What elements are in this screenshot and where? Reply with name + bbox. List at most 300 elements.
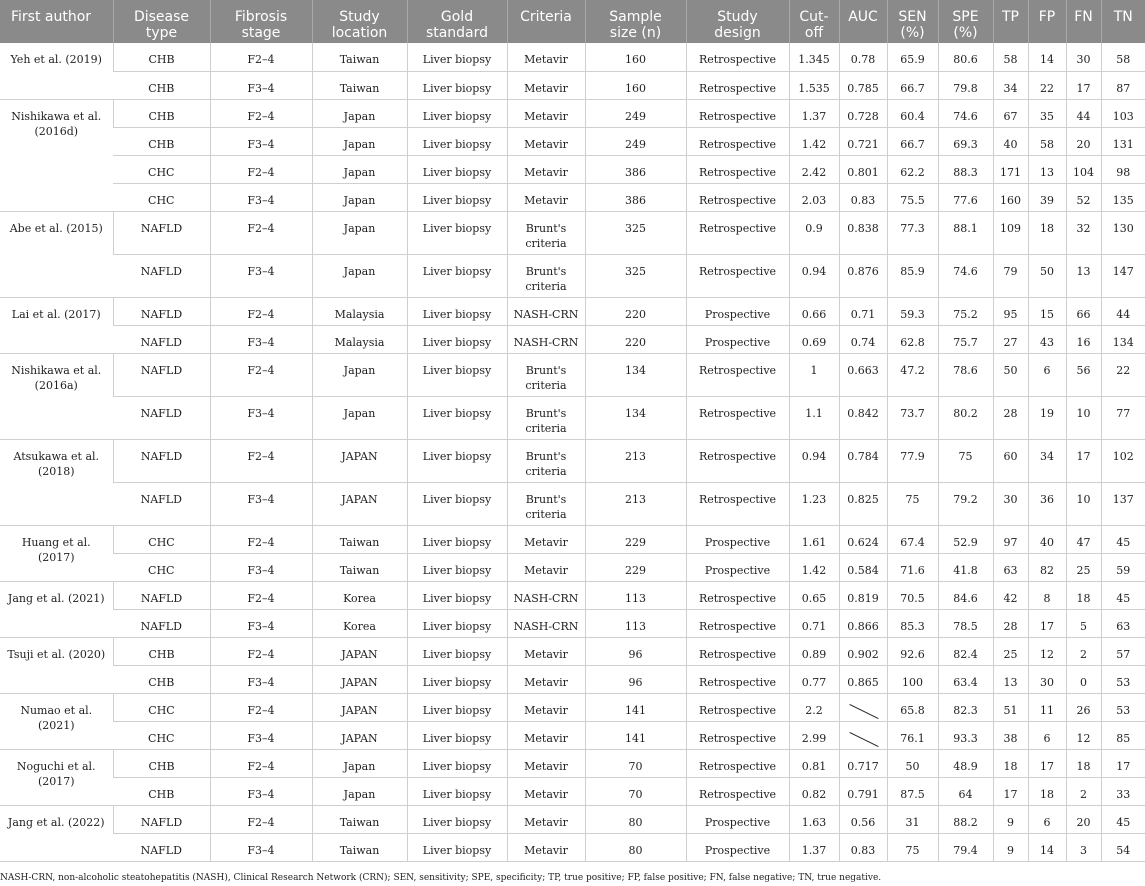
cell-auc: 0.663 xyxy=(839,353,887,396)
table-row xyxy=(0,439,1145,482)
not-available-slash xyxy=(848,732,878,746)
cell-tp: 95 xyxy=(993,297,1028,325)
cell-disease: NAFLD xyxy=(113,482,210,525)
cell-spe: 41.8 xyxy=(938,553,993,581)
column-header-text: Sample xyxy=(609,9,662,25)
cell-gold: Liver biopsy xyxy=(407,525,507,553)
cell-gold: Liver biopsy xyxy=(407,439,507,482)
cell-sen: 65.9 xyxy=(887,43,938,71)
table-row xyxy=(0,637,1145,665)
cell-cutoff: 0.94 xyxy=(789,439,839,482)
cell-tn: 134 xyxy=(1101,325,1145,353)
column-header-text: Study xyxy=(339,9,380,25)
cell-criteria: Metavir xyxy=(507,127,585,155)
cell-tp: 28 xyxy=(993,609,1028,637)
cell-cutoff: 1.42 xyxy=(789,553,839,581)
cell-criteria: Brunt's criteria xyxy=(507,396,585,439)
cell-auc: 0.584 xyxy=(839,553,887,581)
cell-sen: 31 xyxy=(887,805,938,833)
table-row xyxy=(0,353,1145,396)
cell-tp: 42 xyxy=(993,581,1028,609)
cell-criteria: Brunt's criteria xyxy=(507,211,585,254)
cell-gold: Liver biopsy xyxy=(407,609,507,637)
cell-disease: NAFLD xyxy=(113,254,210,297)
cell-fn: 20 xyxy=(1066,127,1101,155)
cell-fn: 17 xyxy=(1066,71,1101,99)
cell-disease: NAFLD xyxy=(113,211,210,254)
column-header-text: AUC xyxy=(848,9,878,25)
cell-stage: F2–4 xyxy=(210,805,312,833)
cell-fp: 82 xyxy=(1028,553,1066,581)
cell-location: JAPAN xyxy=(312,665,407,693)
cell-auc: 0.728 xyxy=(839,99,887,127)
cell-n: 96 xyxy=(585,665,686,693)
cell-stage: F3–4 xyxy=(210,609,312,637)
table-row xyxy=(0,581,1145,609)
cell-sen: 87.5 xyxy=(887,777,938,805)
cell-cutoff: 2.2 xyxy=(789,693,839,721)
cell-location: JAPAN xyxy=(312,482,407,525)
cell-criteria: Metavir xyxy=(507,71,585,99)
header-row xyxy=(0,0,1145,43)
cell-sen: 100 xyxy=(887,665,938,693)
cell-tp: 9 xyxy=(993,833,1028,861)
cell-spe: 75.2 xyxy=(938,297,993,325)
cell-auc xyxy=(839,721,887,749)
cell-cutoff: 0.71 xyxy=(789,609,839,637)
cell-design: Retrospective xyxy=(686,254,789,297)
column-header-text: (%) xyxy=(900,25,925,41)
cell-design: Retrospective xyxy=(686,183,789,211)
column-header xyxy=(993,0,1028,43)
cell-stage: F3–4 xyxy=(210,71,312,99)
cell-gold: Liver biopsy xyxy=(407,43,507,71)
cell-stage: F2–4 xyxy=(210,353,312,396)
cell-fp: 35 xyxy=(1028,99,1066,127)
cell-gold: Liver biopsy xyxy=(407,482,507,525)
cell-sen: 66.7 xyxy=(887,71,938,99)
cell-tp: 79 xyxy=(993,254,1028,297)
table-row xyxy=(0,833,1145,861)
column-header xyxy=(585,0,686,43)
cell-criteria: Metavir xyxy=(507,637,585,665)
cell-criteria: Brunt's criteria xyxy=(507,353,585,396)
cell-cutoff: 1.42 xyxy=(789,127,839,155)
author-cell: Yeh et al. (2019) xyxy=(0,43,113,99)
table-row xyxy=(0,665,1145,693)
cell-fn: 66 xyxy=(1066,297,1101,325)
cell-location: Taiwan xyxy=(312,833,407,861)
cell-cutoff: 2.42 xyxy=(789,155,839,183)
cell-n: 80 xyxy=(585,805,686,833)
cell-stage: F2–4 xyxy=(210,525,312,553)
cell-fp: 18 xyxy=(1028,777,1066,805)
cell-fp: 12 xyxy=(1028,637,1066,665)
cell-disease: NAFLD xyxy=(113,609,210,637)
cell-design: Retrospective xyxy=(686,693,789,721)
cell-n: 249 xyxy=(585,99,686,127)
table-row xyxy=(0,777,1145,805)
cell-design: Retrospective xyxy=(686,155,789,183)
cell-gold: Liver biopsy xyxy=(407,155,507,183)
cell-fp: 34 xyxy=(1028,439,1066,482)
cell-spe: 80.6 xyxy=(938,43,993,71)
column-header xyxy=(113,0,210,43)
cell-design: Prospective xyxy=(686,833,789,861)
cell-fp: 13 xyxy=(1028,155,1066,183)
cell-tn: 17 xyxy=(1101,749,1145,777)
cell-spe: 79.4 xyxy=(938,833,993,861)
cell-spe: 74.6 xyxy=(938,99,993,127)
cell-stage: F2–4 xyxy=(210,637,312,665)
cell-n: 325 xyxy=(585,254,686,297)
cell-criteria: Metavir xyxy=(507,43,585,71)
table-row xyxy=(0,43,1145,71)
cell-auc: 0.74 xyxy=(839,325,887,353)
cell-tp: 67 xyxy=(993,99,1028,127)
cell-fn: 47 xyxy=(1066,525,1101,553)
cell-tp: 34 xyxy=(993,71,1028,99)
cell-spe: 79.2 xyxy=(938,482,993,525)
cell-design: Retrospective xyxy=(686,581,789,609)
cell-location: Taiwan xyxy=(312,805,407,833)
cell-fn: 17 xyxy=(1066,439,1101,482)
cell-tn: 58 xyxy=(1101,43,1145,71)
column-header xyxy=(1066,0,1101,43)
cell-stage: F3–4 xyxy=(210,665,312,693)
cell-location: Japan xyxy=(312,353,407,396)
cell-tp: 28 xyxy=(993,396,1028,439)
cell-design: Prospective xyxy=(686,297,789,325)
cell-criteria: Metavir xyxy=(507,553,585,581)
cell-location: Japan xyxy=(312,211,407,254)
cell-n: 213 xyxy=(585,439,686,482)
cell-disease: NAFLD xyxy=(113,833,210,861)
cell-n: 249 xyxy=(585,127,686,155)
column-header-text: design xyxy=(714,25,761,41)
cell-stage: F2–4 xyxy=(210,581,312,609)
cell-criteria: Metavir xyxy=(507,665,585,693)
cell-fp: 43 xyxy=(1028,325,1066,353)
cell-location: Taiwan xyxy=(312,43,407,71)
cell-sen: 76.1 xyxy=(887,721,938,749)
cell-location: Japan xyxy=(312,777,407,805)
cell-cutoff: 1.37 xyxy=(789,99,839,127)
cell-sen: 75.5 xyxy=(887,183,938,211)
cell-stage: F2–4 xyxy=(210,749,312,777)
cell-criteria: Brunt's criteria xyxy=(507,482,585,525)
cell-cutoff: 1.345 xyxy=(789,43,839,71)
cell-auc xyxy=(839,693,887,721)
cell-cutoff: 0.89 xyxy=(789,637,839,665)
cell-fp: 8 xyxy=(1028,581,1066,609)
cell-cutoff: 0.65 xyxy=(789,581,839,609)
cell-auc: 0.71 xyxy=(839,297,887,325)
cell-auc: 0.83 xyxy=(839,833,887,861)
cell-gold: Liver biopsy xyxy=(407,353,507,396)
cell-sen: 75 xyxy=(887,482,938,525)
cell-n: 220 xyxy=(585,325,686,353)
cell-disease: CHB xyxy=(113,777,210,805)
column-header-text: stage xyxy=(241,25,281,41)
cell-location: JAPAN xyxy=(312,637,407,665)
cell-tp: 18 xyxy=(993,749,1028,777)
cell-design: Retrospective xyxy=(686,721,789,749)
cell-tn: 63 xyxy=(1101,609,1145,637)
cell-fp: 39 xyxy=(1028,183,1066,211)
cell-location: Japan xyxy=(312,155,407,183)
cell-cutoff: 1.535 xyxy=(789,71,839,99)
cell-tn: 87 xyxy=(1101,71,1145,99)
cell-gold: Liver biopsy xyxy=(407,637,507,665)
cell-location: Japan xyxy=(312,99,407,127)
cell-auc: 0.56 xyxy=(839,805,887,833)
cell-disease: CHC xyxy=(113,525,210,553)
cell-tn: 57 xyxy=(1101,637,1145,665)
cell-design: Retrospective xyxy=(686,396,789,439)
cell-cutoff: 0.81 xyxy=(789,749,839,777)
author-cell: Lai et al. (2017) xyxy=(0,297,113,353)
cell-disease: CHC xyxy=(113,721,210,749)
table-footnote: NASH-CRN, non-alcoholic steatohepatitis (NASH), Clinical Research Network (CRN); SEN, sensitivity; SPE, specificity; TP, true positive; FP, false positive; FN, false negative; TN, true negative. xyxy=(0,873,882,883)
cell-criteria: Metavir xyxy=(507,155,585,183)
cell-tn: 45 xyxy=(1101,525,1145,553)
cell-fp: 15 xyxy=(1028,297,1066,325)
cell-tn: 53 xyxy=(1101,693,1145,721)
column-header-text: SPE xyxy=(952,9,979,25)
cell-criteria: Metavir xyxy=(507,833,585,861)
cell-cutoff: 2.03 xyxy=(789,183,839,211)
cell-stage: F3–4 xyxy=(210,721,312,749)
cell-cutoff: 1.23 xyxy=(789,482,839,525)
column-header-text: type xyxy=(145,25,178,41)
cell-fn: 52 xyxy=(1066,183,1101,211)
cell-auc: 0.785 xyxy=(839,71,887,99)
cell-spe: 77.6 xyxy=(938,183,993,211)
cell-auc: 0.876 xyxy=(839,254,887,297)
cell-fn: 20 xyxy=(1066,805,1101,833)
cell-fp: 58 xyxy=(1028,127,1066,155)
cell-location: Korea xyxy=(312,581,407,609)
table-row xyxy=(0,71,1145,99)
column-header xyxy=(407,0,507,43)
cell-auc: 0.83 xyxy=(839,183,887,211)
cell-fp: 14 xyxy=(1028,833,1066,861)
cell-n: 213 xyxy=(585,482,686,525)
cell-criteria: Metavir xyxy=(507,777,585,805)
cell-cutoff: 2.99 xyxy=(789,721,839,749)
cell-stage: F3–4 xyxy=(210,127,312,155)
column-header-text: location xyxy=(331,25,388,41)
cell-tn: 33 xyxy=(1101,777,1145,805)
cell-sen: 73.7 xyxy=(887,396,938,439)
cell-sen: 77.9 xyxy=(887,439,938,482)
column-header-text: Gold xyxy=(440,9,474,25)
cell-design: Retrospective xyxy=(686,71,789,99)
cell-sen: 47.2 xyxy=(887,353,938,396)
cell-design: Retrospective xyxy=(686,211,789,254)
cell-disease: NAFLD xyxy=(113,297,210,325)
cell-tp: 9 xyxy=(993,805,1028,833)
table-row xyxy=(0,297,1145,325)
column-header-text: Study xyxy=(717,9,758,25)
cell-spe: 78.6 xyxy=(938,353,993,396)
cell-tn: 59 xyxy=(1101,553,1145,581)
column-header-text: FN xyxy=(1074,9,1093,25)
table-row xyxy=(0,254,1145,297)
cell-disease: CHB xyxy=(113,749,210,777)
table-row xyxy=(0,482,1145,525)
column-header xyxy=(789,0,839,43)
cell-stage: F3–4 xyxy=(210,777,312,805)
cell-sen: 65.8 xyxy=(887,693,938,721)
column-header-text: Cut- xyxy=(799,9,829,25)
cell-auc: 0.721 xyxy=(839,127,887,155)
author-cell: Atsukawa et al. (2018) xyxy=(0,439,113,525)
table-row xyxy=(0,99,1145,127)
cell-tp: 160 xyxy=(993,183,1028,211)
cell-gold: Liver biopsy xyxy=(407,833,507,861)
cell-gold: Liver biopsy xyxy=(407,553,507,581)
cell-spe: 82.4 xyxy=(938,637,993,665)
cell-spe: 82.3 xyxy=(938,693,993,721)
cell-gold: Liver biopsy xyxy=(407,127,507,155)
cell-gold: Liver biopsy xyxy=(407,183,507,211)
cell-disease: CHC xyxy=(113,183,210,211)
cell-gold: Liver biopsy xyxy=(407,297,507,325)
author-cell: Huang et al. (2017) xyxy=(0,525,113,581)
cell-spe: 52.9 xyxy=(938,525,993,553)
cell-disease: CHB xyxy=(113,43,210,71)
column-header xyxy=(0,0,113,43)
cell-disease: CHB xyxy=(113,99,210,127)
cell-gold: Liver biopsy xyxy=(407,325,507,353)
cell-spe: 78.5 xyxy=(938,609,993,637)
cell-tn: 53 xyxy=(1101,665,1145,693)
cell-criteria: NASH-CRN xyxy=(507,325,585,353)
column-header-text: Fibrosis xyxy=(234,9,288,25)
cell-n: 386 xyxy=(585,183,686,211)
cell-auc: 0.825 xyxy=(839,482,887,525)
cell-auc: 0.801 xyxy=(839,155,887,183)
cell-sen: 66.7 xyxy=(887,127,938,155)
column-header xyxy=(686,0,789,43)
cell-design: Retrospective xyxy=(686,609,789,637)
cell-auc: 0.784 xyxy=(839,439,887,482)
cell-tn: 85 xyxy=(1101,721,1145,749)
cell-fn: 16 xyxy=(1066,325,1101,353)
cell-fp: 36 xyxy=(1028,482,1066,525)
cell-cutoff: 1.37 xyxy=(789,833,839,861)
cell-location: Korea xyxy=(312,609,407,637)
cell-cutoff: 1.61 xyxy=(789,525,839,553)
cell-design: Retrospective xyxy=(686,439,789,482)
cell-stage: F3–4 xyxy=(210,183,312,211)
cell-location: JAPAN xyxy=(312,693,407,721)
cell-criteria: NASH-CRN xyxy=(507,609,585,637)
cell-gold: Liver biopsy xyxy=(407,71,507,99)
cell-location: Japan xyxy=(312,127,407,155)
cell-stage: F2–4 xyxy=(210,439,312,482)
cell-disease: NAFLD xyxy=(113,805,210,833)
cell-auc: 0.902 xyxy=(839,637,887,665)
cell-tp: 25 xyxy=(993,637,1028,665)
column-header-text: FP xyxy=(1038,9,1056,25)
column-header xyxy=(312,0,407,43)
column-header xyxy=(938,0,993,43)
cell-spe: 69.3 xyxy=(938,127,993,155)
cell-cutoff: 0.66 xyxy=(789,297,839,325)
cell-tp: 30 xyxy=(993,482,1028,525)
cell-sen: 50 xyxy=(887,749,938,777)
cell-fn: 25 xyxy=(1066,553,1101,581)
cell-fn: 10 xyxy=(1066,482,1101,525)
cell-auc: 0.819 xyxy=(839,581,887,609)
cell-disease: NAFLD xyxy=(113,353,210,396)
cell-fp: 6 xyxy=(1028,805,1066,833)
cell-fn: 12 xyxy=(1066,721,1101,749)
cell-n: 141 xyxy=(585,693,686,721)
cell-tp: 63 xyxy=(993,553,1028,581)
cell-tp: 17 xyxy=(993,777,1028,805)
cell-design: Retrospective xyxy=(686,482,789,525)
column-header-text: First author xyxy=(11,9,92,25)
cell-gold: Liver biopsy xyxy=(407,777,507,805)
cell-n: 134 xyxy=(585,396,686,439)
cell-fp: 6 xyxy=(1028,353,1066,396)
column-header-text: standard xyxy=(425,25,489,41)
cell-n: 141 xyxy=(585,721,686,749)
cell-design: Retrospective xyxy=(686,665,789,693)
cell-cutoff: 0.69 xyxy=(789,325,839,353)
cell-criteria: Metavir xyxy=(507,525,585,553)
cell-tn: 102 xyxy=(1101,439,1145,482)
table-row xyxy=(0,155,1145,183)
table-row xyxy=(0,721,1145,749)
cell-spe: 80.2 xyxy=(938,396,993,439)
cell-location: Japan xyxy=(312,254,407,297)
cell-n: 134 xyxy=(585,353,686,396)
cell-fp: 18 xyxy=(1028,211,1066,254)
table-row xyxy=(0,749,1145,777)
cell-fn: 2 xyxy=(1066,777,1101,805)
cell-disease: NAFLD xyxy=(113,325,210,353)
column-header-text: Disease xyxy=(133,9,190,25)
cell-gold: Liver biopsy xyxy=(407,665,507,693)
cell-fn: 104 xyxy=(1066,155,1101,183)
cell-design: Retrospective xyxy=(686,749,789,777)
cell-spe: 75.7 xyxy=(938,325,993,353)
cell-fn: 13 xyxy=(1066,254,1101,297)
cell-auc: 0.791 xyxy=(839,777,887,805)
cell-fn: 2 xyxy=(1066,637,1101,665)
cell-n: 229 xyxy=(585,553,686,581)
cell-stage: F3–4 xyxy=(210,254,312,297)
table-row xyxy=(0,553,1145,581)
cell-design: Prospective xyxy=(686,525,789,553)
cell-gold: Liver biopsy xyxy=(407,749,507,777)
cell-gold: Liver biopsy xyxy=(407,396,507,439)
table-row xyxy=(0,693,1145,721)
cell-design: Prospective xyxy=(686,325,789,353)
cell-tp: 38 xyxy=(993,721,1028,749)
cell-n: 113 xyxy=(585,581,686,609)
cell-n: 160 xyxy=(585,43,686,71)
author-cell: Jang et al. (2021) xyxy=(0,581,113,637)
cell-auc: 0.866 xyxy=(839,609,887,637)
cell-gold: Liver biopsy xyxy=(407,99,507,127)
cell-sen: 85.9 xyxy=(887,254,938,297)
